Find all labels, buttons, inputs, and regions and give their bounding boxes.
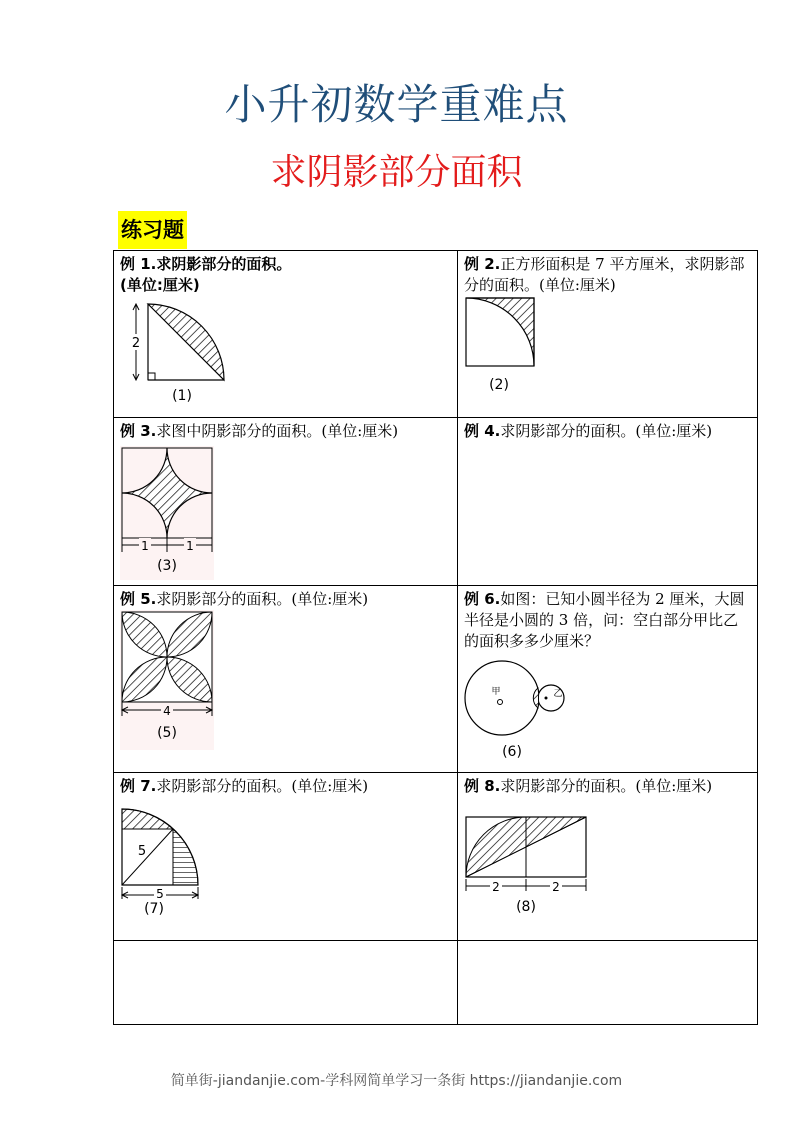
figure-label: (7) xyxy=(144,901,164,917)
example-question: 求阴影部分的面积。(单位:厘米) xyxy=(500,422,713,440)
figure-label: (6) xyxy=(502,744,522,760)
section-label: 练习题 xyxy=(118,211,187,249)
example-1-cell xyxy=(114,251,458,418)
example-question: 正方形面积是 7 平方厘米，求阴影部分的面积。(单位:厘米) xyxy=(464,255,745,294)
dim-label: 4 xyxy=(163,704,171,718)
empty-cell xyxy=(114,941,458,1025)
example-number: 例 5. xyxy=(120,590,157,608)
example-6-cell xyxy=(458,586,758,773)
figure-6 xyxy=(464,658,574,762)
example-7-cell xyxy=(114,773,458,941)
example-2-cell xyxy=(458,251,758,418)
figure-2 xyxy=(464,296,564,396)
example-number: 例 6. xyxy=(464,590,501,608)
example-number: 例 8. xyxy=(464,777,501,795)
figure-1 xyxy=(120,296,240,404)
empty-cell xyxy=(458,941,758,1025)
example-question: 求阴影部分的面积。(单位:厘米) xyxy=(156,777,369,795)
figure-8 xyxy=(464,815,594,927)
figure-3 xyxy=(120,446,216,580)
figure-label: (5) xyxy=(157,725,177,741)
example-question: 求阴影部分的面积。(单位:厘米) xyxy=(156,590,369,608)
example-number: 例 7. xyxy=(120,777,157,795)
figure-label: (3) xyxy=(157,558,177,574)
dim-label: 5 xyxy=(137,844,147,859)
figure-label: (2) xyxy=(489,377,509,393)
dim-label: 5 xyxy=(156,887,164,901)
page-footer: 简单街-jiandanjie.com-学科网简单学习一条街 https://jiandanjie.com xyxy=(170,1073,623,1089)
label-jia: 甲 xyxy=(491,687,501,697)
example-unit: (单位:厘米) xyxy=(120,276,200,294)
example-number: 例 2. xyxy=(464,255,501,273)
example-question: 求图中阴影部分的面积。(单位:厘米) xyxy=(156,422,399,440)
example-3-cell xyxy=(114,418,458,586)
example-number: 例 3. xyxy=(120,422,157,440)
example-question: 求阴影部分的面积。(单位:厘米) xyxy=(500,777,713,795)
example-number: 例 1. xyxy=(120,255,157,273)
page-subtitle: 求阴影部分面积 xyxy=(270,152,523,193)
dim-label: 2 xyxy=(131,336,141,351)
figure-5 xyxy=(120,610,216,750)
example-question: 如图：已知小圆半径为 2 厘米，大圆半径是小圆的 3 倍，问：空白部分甲比乙的面积多多少厘米？ xyxy=(464,590,745,650)
label-yi: 乙 xyxy=(553,689,563,699)
exercise-table xyxy=(113,250,758,1025)
example-4-cell xyxy=(458,418,758,586)
dim-label: 2 xyxy=(492,880,500,894)
dim-label: 2 xyxy=(552,880,560,894)
dim-label: 1 xyxy=(141,539,149,553)
example-question: 求阴影部分的面积。 xyxy=(156,255,292,273)
page-title: 小升初数学重难点 xyxy=(224,80,569,129)
dim-label: 1 xyxy=(186,539,194,553)
example-number: 例 4. xyxy=(464,422,501,440)
example-8-cell xyxy=(458,773,758,941)
example-5-cell xyxy=(114,586,458,773)
figure-label: (8) xyxy=(516,899,536,915)
figure-7 xyxy=(120,807,220,925)
figure-label: (1) xyxy=(172,388,192,404)
